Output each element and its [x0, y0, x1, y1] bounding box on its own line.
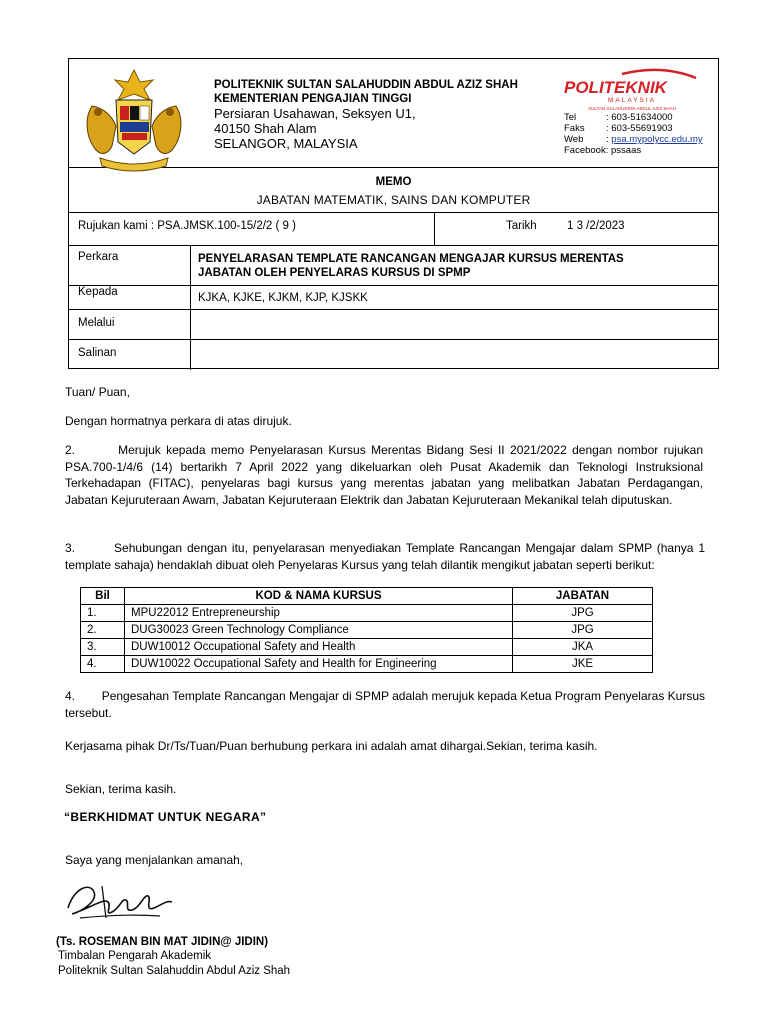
date-label: Tarikh [506, 220, 537, 232]
paragraph-4: 4. Pengesahan Template Rancangan Mengajar di SPMP adalah merujuk kepada Ketua Program Penyelaras Kursus tersebut. [65, 689, 705, 720]
column-header-jabatan: JABATAN [513, 588, 653, 605]
kepada-label: Kepada [78, 286, 118, 298]
subject [198, 252, 624, 280]
politeknik-logo [562, 66, 702, 114]
signatory-name: (Ts. ROSEMAN BIN MAT JIDIN@ JIDIN) [56, 936, 269, 948]
divider [190, 245, 191, 370]
signatory-position: Timbalan Pengarah Akademik [58, 950, 211, 962]
cell-bil: 1. [81, 605, 125, 622]
subject-line: PENYELARASAN TEMPLATE RANCANGAN MENGAJAR KURSUS MERENTAS [198, 253, 624, 265]
tel-value: : 603-51634000 [606, 112, 673, 123]
divider [69, 339, 718, 340]
paragraph-2: 2. Merujuk kepada memo Penyelarasan Kursus Merentas Bidang Sesi II 2021/2022 dengan nombor rujukan PSA.700-1/4/6 (14) bertarikh 7 April 2022 yang dikeluarkan oleh Pusat Akademik dan Teknologi Instruksional Terkehadapan (FITAC), penyelaras bagi kursus yang merentas jabatan yang melibatkan Jabatan Perdagangan, Jabatan Kejuruteraan Awam, Jabatan Kejuruteraan Elektrik dan Jabatan Kejuruteraan Mekanikal telah diputuskan. [65, 443, 703, 507]
divider [69, 285, 718, 286]
column-header-kod: KOD & NAMA KURSUS [125, 588, 513, 605]
memo-title: MEMO [375, 176, 412, 188]
logo-text: POLITEKNIK [564, 78, 667, 97]
table-row [81, 605, 653, 622]
website-link[interactable]: psa.mypolycc.edu.my [611, 134, 703, 145]
perkara-label: Perkara [78, 251, 119, 263]
reference-number: Rujukan kami : PSA.JMSK.100-15/2/2 ( 9 ) [78, 220, 296, 232]
course-table [80, 587, 653, 673]
institution-address [214, 106, 416, 151]
institution-heading [214, 78, 518, 106]
closing-thanks: Sekian, terima kasih. [65, 782, 177, 796]
cell-jabatan: JPG [513, 622, 653, 639]
table-row [81, 622, 653, 639]
fax-label: Faks [564, 123, 585, 134]
divider [434, 212, 435, 245]
paragraph-3: 3. Sehubungan dengan itu, penyelarasan menyediakan Template Rancangan Mengajar dalam SPMP (hanya 1 template sahaja) hendaklah dibuat oleh Penyelaras Kursus yang telah dilantik mengikut jabatan seperti berikut: [65, 541, 705, 572]
recipients: KJKA, KJKE, KJKM, KJP, KJSKK [198, 292, 368, 304]
ministry-name: KEMENTERIAN PENGAJIAN TINGGI [214, 93, 412, 105]
cell-bil: 2. [81, 622, 125, 639]
address-line: 40150 Shah Alam [214, 121, 317, 136]
cell-kod: DUG30023 Green Technology Compliance [125, 622, 513, 639]
cell-bil: 4. [81, 656, 125, 673]
divider [69, 309, 718, 310]
cell-bil: 3. [81, 639, 125, 656]
memo-date: 1 3 /2/2023 [567, 220, 625, 232]
logo-subtext: MALAYSIA [607, 97, 657, 104]
signatory-institution: Politeknik Sultan Salahuddin Abdul Aziz Shah [58, 965, 291, 977]
table-row [81, 639, 653, 656]
salinan-label: Salinan [78, 347, 117, 359]
trust-line: Saya yang menjalankan amanah, [65, 853, 244, 867]
address-line: SELANGOR, MALAYSIA [214, 136, 358, 151]
cell-jabatan: JKA [513, 639, 653, 656]
facebook-value: pssaas [611, 145, 642, 156]
column-header-bil: Bil [81, 588, 125, 605]
opening-line: Dengan hormatnya perkara di atas dirujuk. [65, 414, 292, 428]
melalui-label: Melalui [78, 317, 115, 329]
greeting: Tuan/ Puan, [65, 385, 130, 399]
table-header-row [81, 588, 653, 605]
web-prefix: : [606, 134, 612, 145]
tel-label: Tel [564, 112, 577, 123]
logo-caption: SULTAN SALAHUDDIN ABDUL AZIZ SHAH [588, 106, 676, 111]
signature-icon [60, 878, 178, 924]
cell-kod: MPU22012 Entrepreneurship [125, 605, 513, 622]
closing-line: Kerjasama pihak Dr/Ts/Tuan/Puan berhubung perkara ini adalah amat dihargai.Sekian, terima kasih. [65, 739, 598, 753]
cell-kod: DUW10022 Occupational Safety and Health for Engineering [125, 656, 513, 673]
contact-info [564, 112, 703, 156]
subject-line: JABATAN OLEH PENYELARAS KURSUS DI SPMP [198, 267, 471, 279]
cell-jabatan: JPG [513, 605, 653, 622]
address-line: Persiaran Usahawan, Seksyen U1, [214, 106, 416, 121]
malaysia-coat-of-arms-icon [78, 66, 190, 176]
divider [69, 212, 718, 213]
cell-jabatan: JKE [513, 656, 653, 673]
motto: “BERKHIDMAT UNTUK NEGARA” [64, 810, 267, 824]
facebook-label: Facebook: [564, 145, 609, 156]
department-name: JABATAN MATEMATIK, SAINS DAN KOMPUTER [256, 193, 531, 207]
institution-name: POLITEKNIK SULTAN SALAHUDDIN ABDUL AZIZ SHAH [214, 79, 518, 91]
web-label: Web [564, 134, 584, 145]
divider [69, 245, 718, 246]
cell-kod: DUW10012 Occupational Safety and Health [125, 639, 513, 656]
table-row [81, 656, 653, 673]
fax-value: : 603-55691903 [606, 123, 673, 134]
